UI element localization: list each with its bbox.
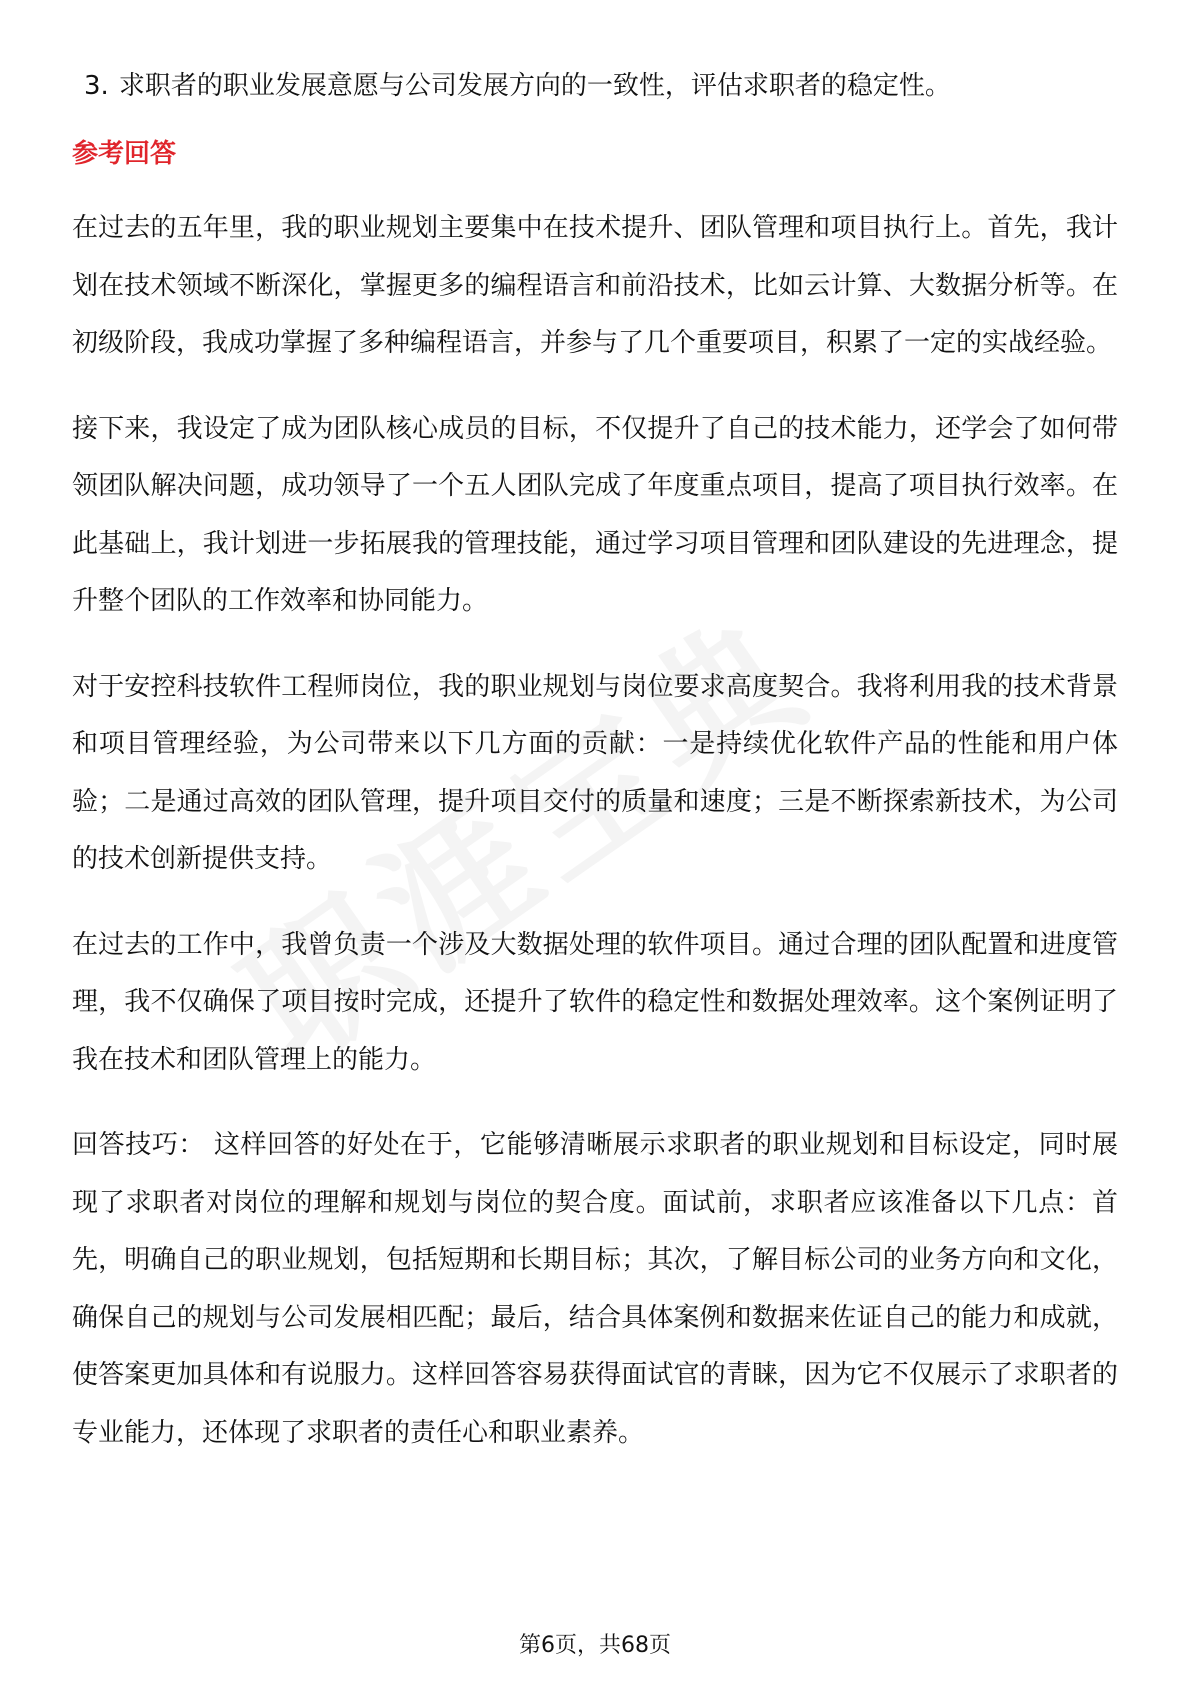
list-number: 3. — [84, 71, 109, 101]
document-page — [72, 58, 1118, 1490]
list-item-3 — [84, 58, 1118, 114]
answer-tips-paragraph: 回答技巧： 这样回答的好处在于，它能够清晰展示求职者的职业规划和目标设定，同时展现了求职者对岗位的理解和规划与岗位的契合度。面试前，求职者应该准备以下几点：首先，明确自己的职业规划，包括短期和长期目标；其次，了解目标公司的业务方向和文化，确保自己的规划与公司发展相匹配；最后，结合具体案例和数据来佐证自己的能力和成就，使答案更加具体和有说服力。这样回答容易获得面试官的青睐，因为它不仅展示了求职者的专业能力，还体现了求职者的责任心和职业素养。 — [72, 1130, 1118, 1448]
answer-paragraph-4: 在过去的工作中，我曾负责一个涉及大数据处理的软件项目。通过合理的团队配置和进度管理，我不仅确保了项目按时完成，还提升了软件的稳定性和数据处理效率。这个案例证明了我在技术和团队管理上的能力。 — [72, 929, 1118, 1075]
section-heading-reference-answer: 参考回答 — [72, 139, 177, 169]
answer-paragraph-3: 对于安控科技软件工程师岗位，我的职业规划与岗位要求高度契合。我将利用我的技术背景和项目管理经验，为公司带来以下几方面的贡献：一是持续优化软件产品的性能和用户体验；二是通过高效的团队管理，提升项目交付的质量和速度；三是不断探索新技术，为公司的技术创新提供支持。 — [72, 671, 1118, 874]
answer-paragraph-1: 在过去的五年里，我的职业规划主要集中在技术提升、团队管理和项目执行上。首先，我计划在技术领域不断深化，掌握更多的编程语言和前沿技术，比如云计算、大数据分析等。在初级阶段，我成功掌握了多种编程语言，并参与了几个重要项目，积累了一定的实战经验。 — [72, 213, 1118, 358]
page-number-footer: 第6页，共68页 — [519, 1633, 671, 1658]
list-item-text: 求职者的职业发展意愿与公司发展方向的一致性，评估求职者的稳定性。 — [118, 71, 951, 101]
answer-paragraph-2: 接下来，我设定了成为团队核心成员的目标，不仅提升了自己的技术能力，还学会了如何带领团队解决问题，成功领导了一个五人团队完成了年度重点项目，提高了项目执行效率。在此基础上，我计划进一步拓展我的管理技能，通过学习项目管理和团队建设的先进理念，提升整个团队的工作效率和协同能力。 — [72, 413, 1118, 616]
